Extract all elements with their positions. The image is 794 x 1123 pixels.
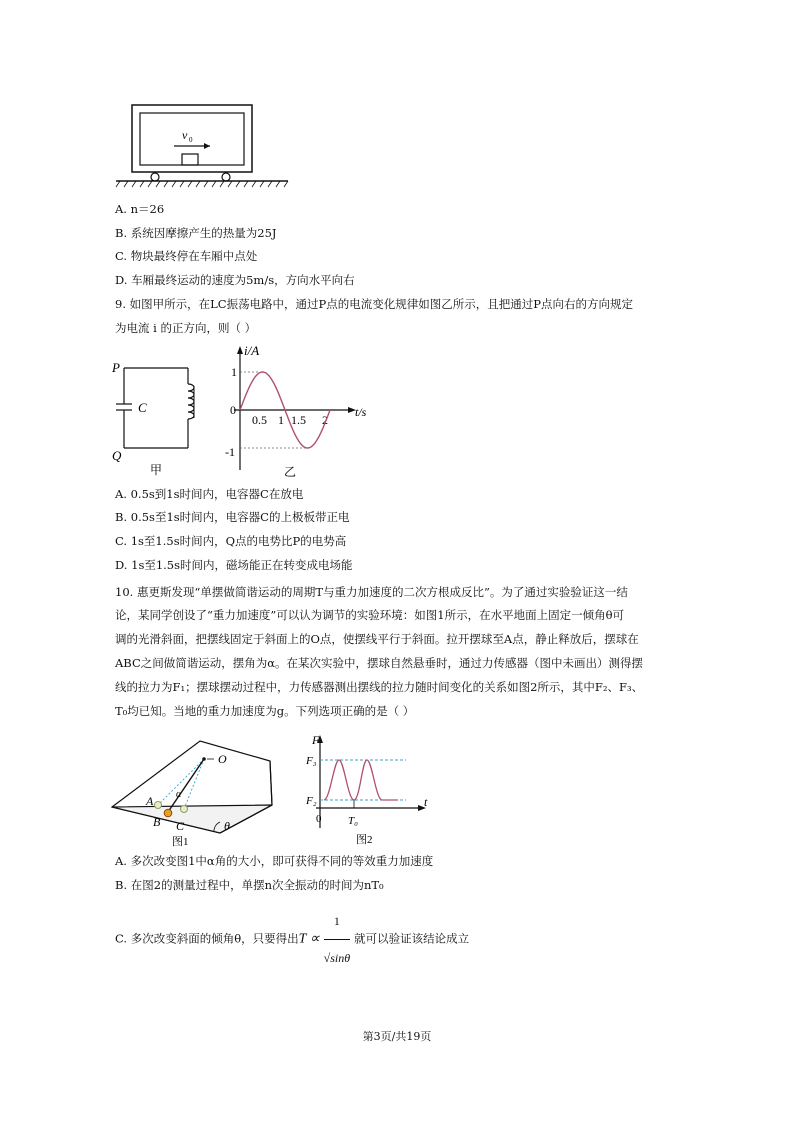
- capacitor-label: C: [138, 400, 147, 415]
- b-label: B: [153, 815, 161, 829]
- tension-curve: [324, 760, 398, 800]
- q9-option-a: A. 0.5s到1s时间内，电容器C在放电: [115, 487, 304, 501]
- v0-label: v: [182, 128, 188, 142]
- lc-circuit-figure: [108, 350, 208, 480]
- p-label: P: [112, 360, 120, 375]
- q8-option-c: C. 物块最终停在车厢中点处: [115, 249, 258, 263]
- c-label: C: [176, 819, 185, 833]
- current-graph: [222, 342, 372, 482]
- y-tick-0: 0: [230, 403, 236, 417]
- a-label: A: [146, 794, 154, 808]
- q10-stem-line6: T₀均已知。当地的重力加速度为g。下列选项正确的是（ ）: [115, 704, 415, 718]
- q10-stem-line4: ABC之间做简谐运动，摆角为α。在某次实验中，摆球自然悬垂时，通过力传感器（图中未画出）测得摆: [115, 656, 644, 670]
- theta-label: θ: [224, 819, 230, 833]
- f2-label: F₂: [306, 795, 317, 807]
- q8-option-d: D. 车厢最终运动的速度为5m/s，方向水平向右: [115, 273, 355, 287]
- q8-option-b: B. 系统因摩擦产生的热量为25J: [115, 226, 277, 240]
- caption-yi: 乙: [284, 465, 297, 479]
- f3-label: F₃: [306, 755, 317, 767]
- incline-pendulum-figure: [108, 735, 278, 850]
- origin-label: 0: [316, 813, 322, 825]
- q8-option-a: A. n＝26: [115, 202, 165, 216]
- t-axis-label: t: [424, 795, 428, 809]
- y-tick-1: 1: [231, 365, 237, 379]
- q9-option-d: D. 1s至1.5s时间内，磁场能正在转变成电场能: [115, 558, 353, 572]
- o-label: O: [218, 752, 227, 766]
- f-axis-label: F: [312, 733, 320, 747]
- fraction: $\frac{1}{√\sin\theta}$: [324, 903, 350, 976]
- q10-stem-line2: 论，某同学创设了“重力加速度”可以认为调节的实验环境：如图1所示，在水平地面上固定一倾角θ可: [115, 608, 624, 622]
- y-axis-label: i/A: [244, 343, 260, 358]
- t0-label: T₀: [348, 815, 358, 827]
- x-axis-label: t/s: [355, 405, 367, 419]
- caption-fig2: 图2: [356, 834, 373, 846]
- page-footer: 第3页/共19页: [362, 1030, 432, 1043]
- q9-stem-line1: 9. 如图甲所示，在LC振荡电路中，通过P点的电流变化规律如图乙所示，且把通过P点向右的方向规定: [115, 297, 634, 311]
- x-tick-0.5: 0.5: [252, 413, 267, 427]
- q10-stem-line3: 调的光滑斜面，把摆线固定于斜面上的O点，使摆线平行于斜面。拉开摆球至A点，静止释放后，摆球在: [115, 632, 639, 646]
- caption-fig1: 图1: [172, 836, 189, 848]
- q9-option-b: B. 0.5s至1s时间内，电容器C的上极板带正电: [115, 510, 350, 524]
- q9-option-c: C. 1s至1.5s时间内，Q点的电势比P的电势高: [115, 534, 347, 548]
- caption-jia: 甲: [150, 463, 163, 477]
- x-tick-1: 1: [278, 413, 284, 427]
- proportional-expr: T ∝: [298, 931, 320, 947]
- q10-option-b: B. 在图2的测量过程中，单摆n次全振动的时间为nT₀: [115, 878, 384, 892]
- q10-option-c: C. 多次改变斜面的倾角θ，只要得出T ∝ $\frac{1}{√\sin\theta}$ 就可以验证该结论成立: [115, 903, 469, 976]
- svg-text:0: 0: [189, 136, 193, 144]
- q10-stem-line5: 线的拉力为F₁；摆球摆动过程中，力传感器测出摆线的拉力随时间变化的关系如图2所示，其中F₂、F₃、: [115, 680, 644, 694]
- cart-figure: [112, 100, 292, 188]
- tension-time-graph: [298, 730, 438, 852]
- x-tick-1.5: 1.5: [291, 413, 306, 427]
- alpha-label: α: [176, 789, 182, 800]
- q9-stem-line2: 为电流 i 的正方向，则（ ）: [115, 321, 257, 335]
- q10-stem-line1: 10. 惠更斯发现“单摆做简谐运动的周期T与重力加速度的二次方根成反比”。为了通过实验验证这一结: [115, 585, 628, 599]
- q-label: Q: [112, 448, 122, 463]
- x-tick-2: 2: [322, 413, 328, 427]
- q10-option-a: A. 多次改变图1中α角的大小，即可获得不同的等效重力加速度: [115, 854, 434, 868]
- y-tick-neg1: -1: [225, 445, 235, 459]
